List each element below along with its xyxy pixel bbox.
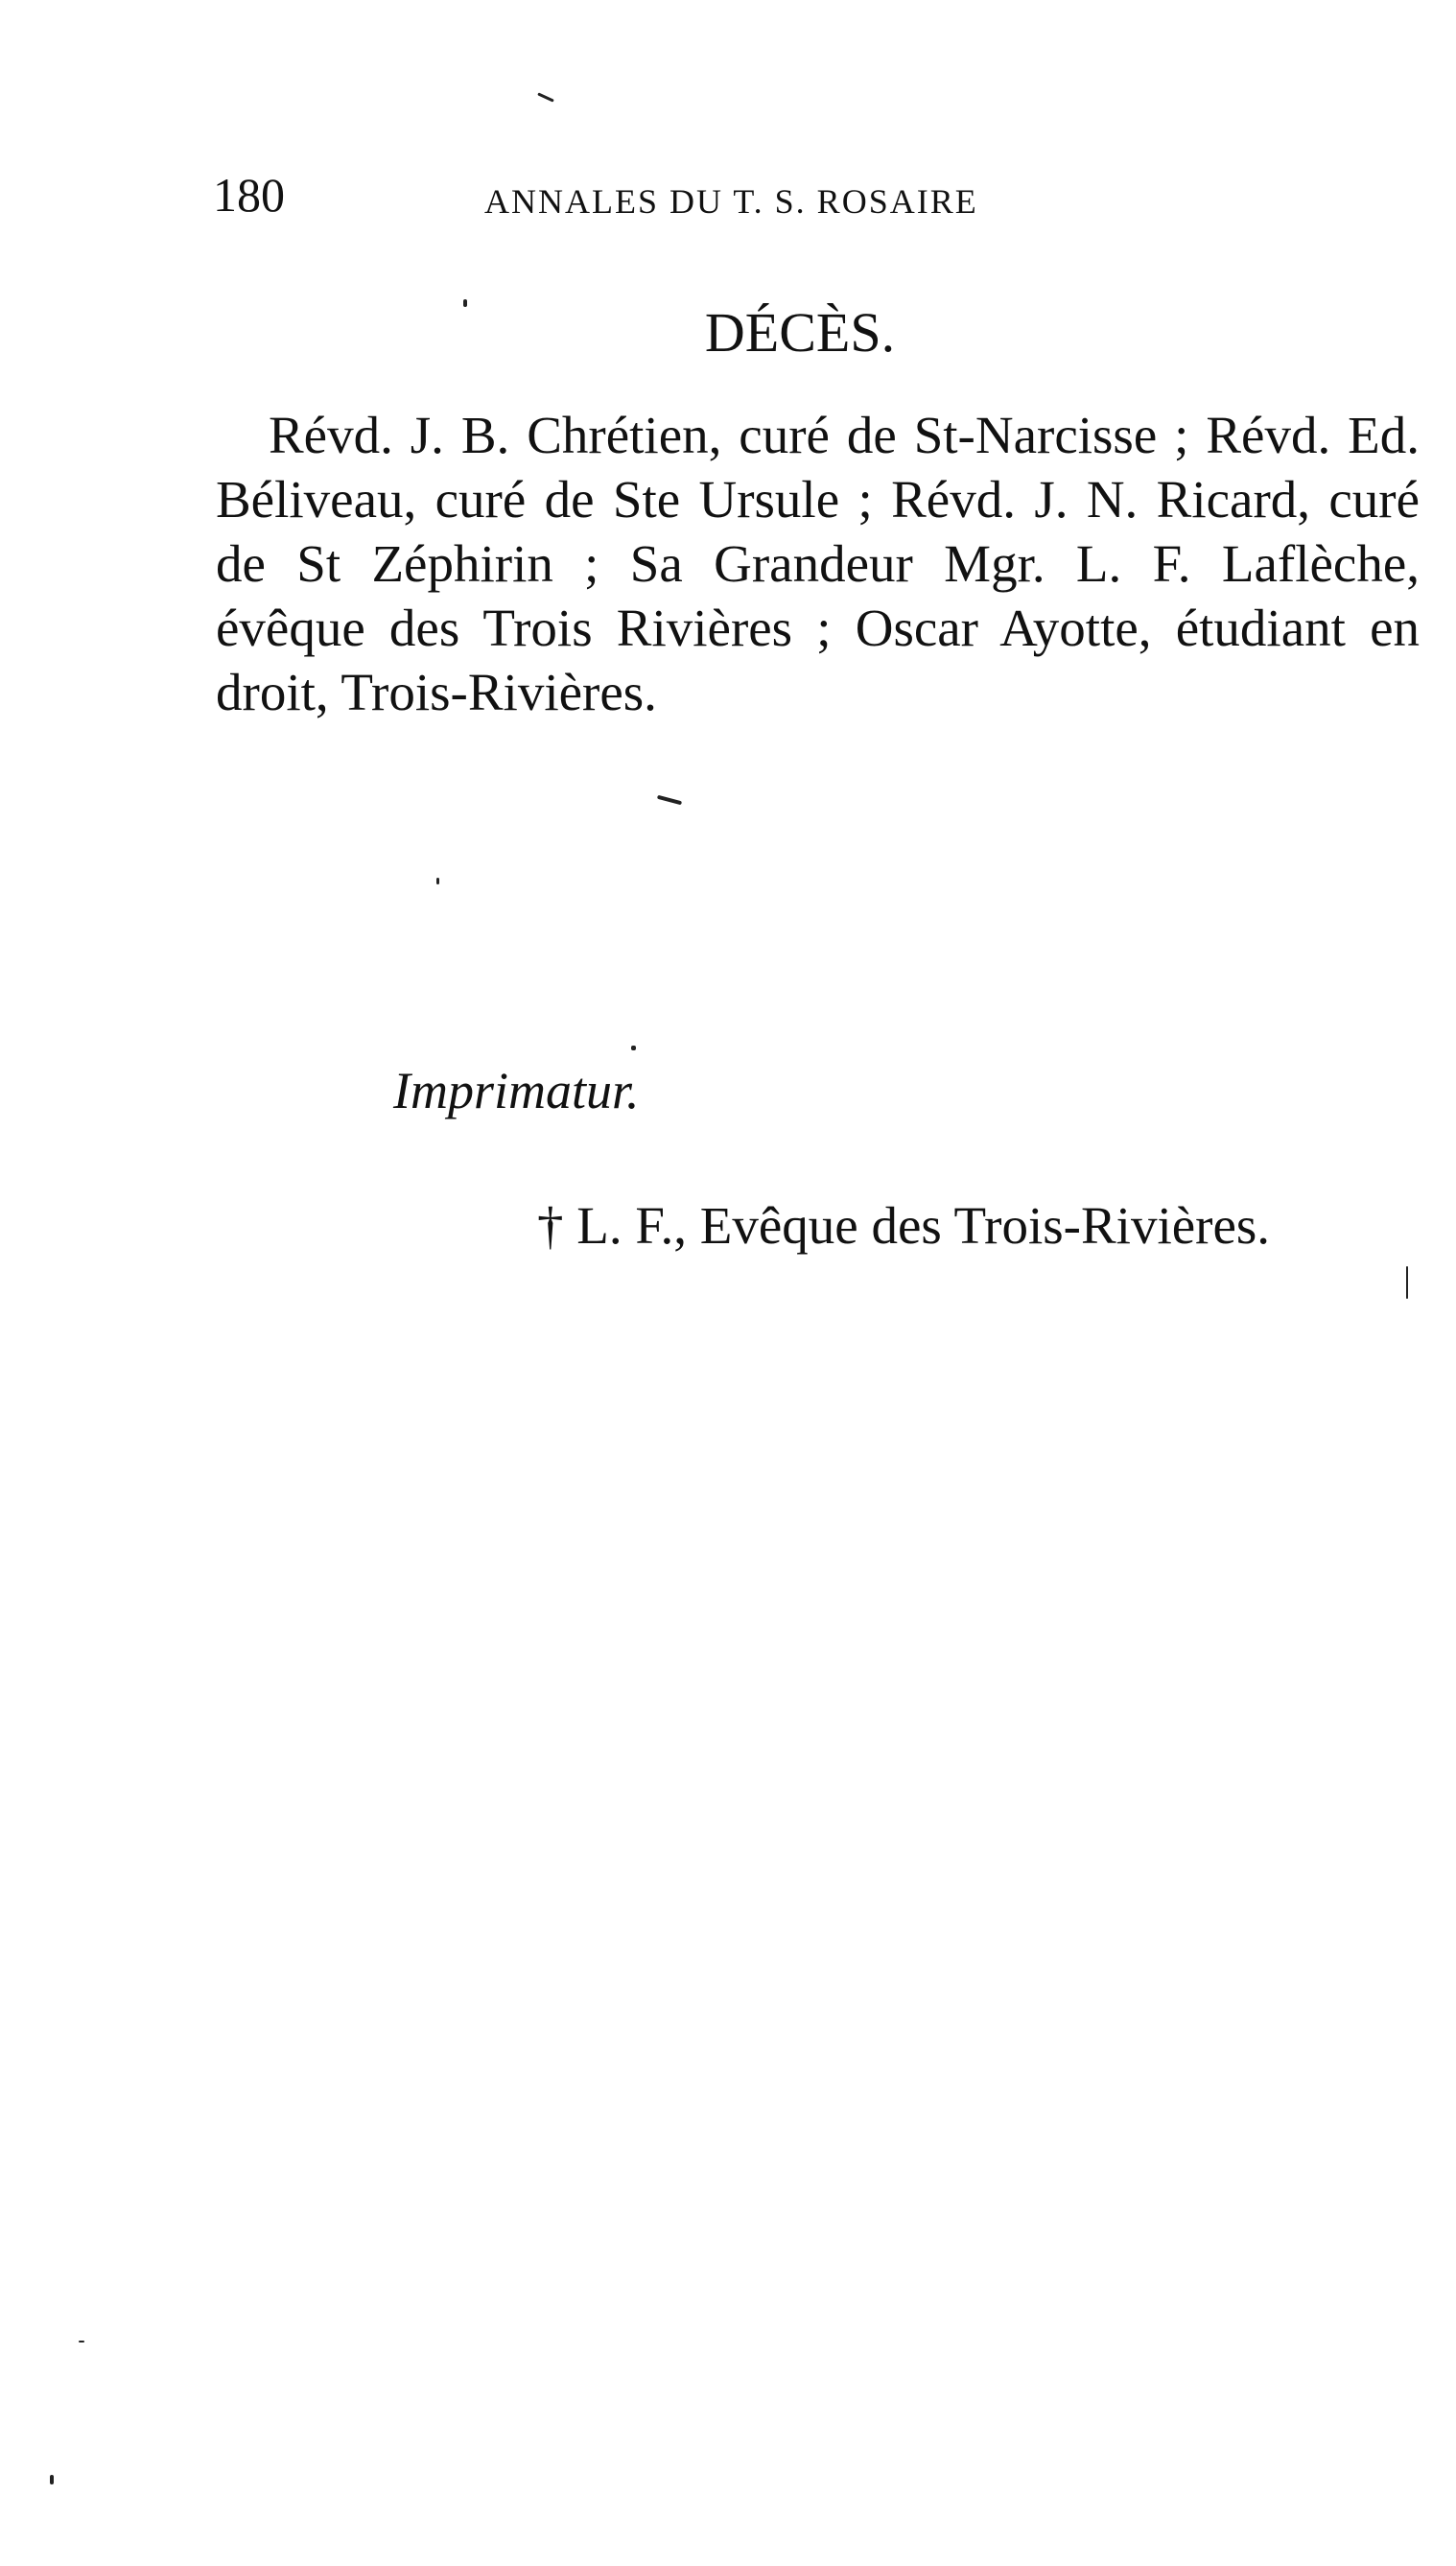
scan-speck (631, 1046, 636, 1050)
obituary-paragraph: Révd. J. B. Chrétien, curé de St-Narcisse ; Révd. Ed. Béliveau, curé de Ste Ursule ; Révd. J. N. Ricard, curé de St Zéphirin ; Sa Grandeur Mgr. L. F. Laflèche, évêque des Trois Rivières ; Oscar Ayotte, étudiant en droit, Trois-Rivières. (216, 406, 1420, 721)
imprimatur-label: Imprimatur. (393, 1062, 640, 1119)
running-title: ANNALES DU T. S. ROSAIRE (484, 182, 978, 221)
section-title: DÉCÈS. (704, 301, 896, 364)
scan-speck (463, 299, 467, 307)
scan-speck (50, 2475, 54, 2484)
scan-speck (537, 92, 554, 102)
scan-speck (657, 795, 682, 806)
scan-speck (1406, 1266, 1408, 1299)
scan-speck (436, 878, 439, 884)
bishop-signature-line: † L. F., Evêque des Trois-Rivières. (537, 1196, 1271, 1255)
page-number: 180 (213, 168, 285, 222)
scan-speck (79, 2341, 84, 2342)
